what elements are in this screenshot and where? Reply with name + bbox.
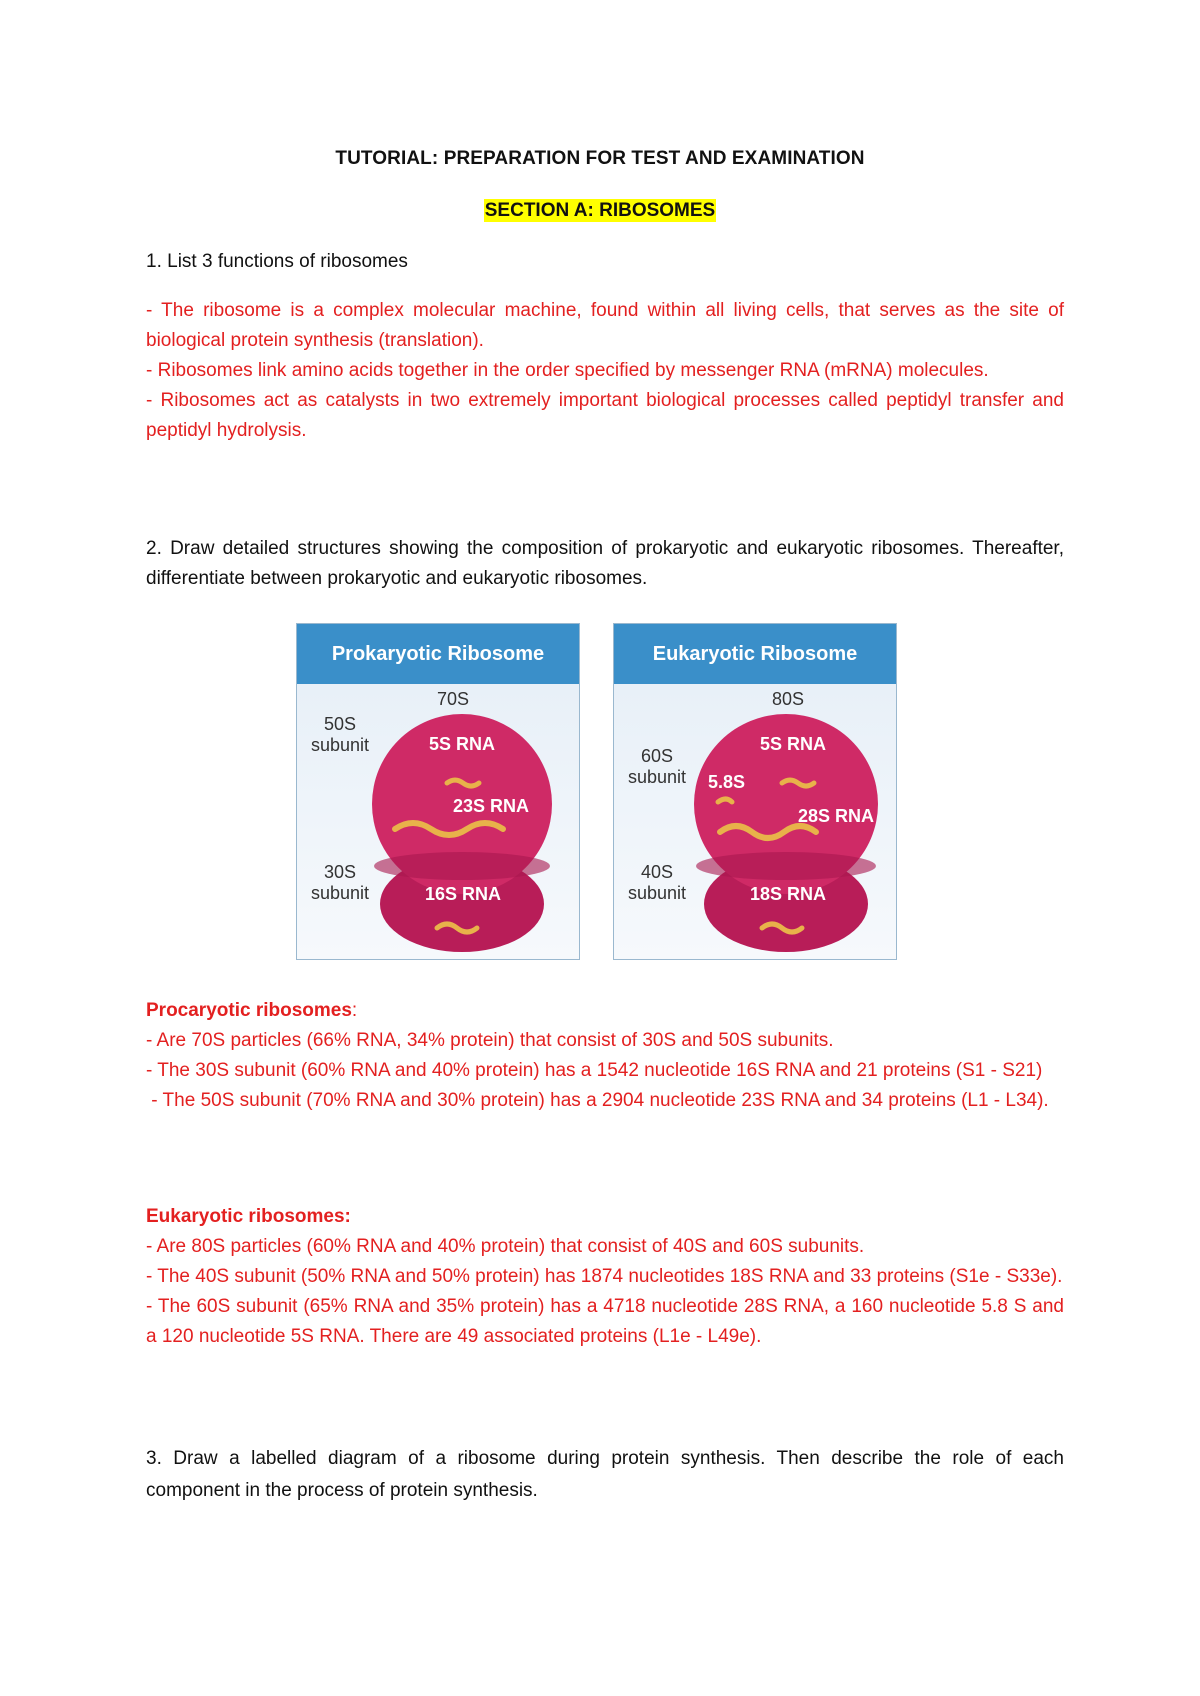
procaryotic-point: - The 50S subunit (70% RNA and 30% protein) has a 2904 nucleotide 23S RNA and 34 proteins (L1 - L34). [146, 1090, 1049, 1111]
rna-label-5-8s: 5.8S [708, 772, 746, 792]
eukaryotic-point: - The 40S subunit (50% RNA and 50% protein) has 1874 nucleotides 18S RNA and 33 proteins (S1e - S33e). [146, 1266, 1063, 1287]
procaryotic-point: - Are 70S particles (66% RNA, 34% protein) that consist of 30S and 50S subunits. [146, 1030, 834, 1051]
small-subunit-label: 30S subunit [310, 862, 370, 903]
prokaryotic-heading: Prokaryotic Ribosome [297, 624, 579, 684]
eukaryotic-panel [613, 623, 897, 960]
rna-label-5s: 5S RNA [760, 734, 827, 754]
procaryotic-heading: Procaryotic ribosomes [146, 1000, 352, 1021]
rna-strand-5-8s [718, 799, 732, 802]
rna-label-5s: 5S RNA [429, 734, 496, 754]
section-highlight: SECTION A: RIBOSOMES [484, 200, 716, 221]
answer-1 [146, 296, 1064, 446]
eukaryotic-heading: Eukaryotic Ribosome [614, 624, 896, 684]
eukaryotic-heading: Eukaryotic ribosomes: [146, 1206, 351, 1227]
rna-label-23s: 23S RNA [453, 796, 530, 816]
question-2: 2. Draw detailed structures showing the composition of prokaryotic and eukaryotic ribosomes. Thereafter, differentiate between prokaryotic and eukaryotic ribosomes. [146, 538, 1064, 589]
eukaryotic-point: - The 60S subunit (65% RNA and 35% protein) has a 4718 nucleotide 28S RNA, a 160 nucleotide 5.8 S and a 120 nucleotide 5S RNA. There are 49 associated proteins (L1e - L49e). [146, 1296, 1064, 1347]
question-3: 3. Draw a labelled diagram of a ribosome during protein synthesis. Then describe the role of each component in the process of protein synthesis. [146, 1448, 1064, 1501]
large-subunit-label: 60S subunit [627, 746, 687, 787]
prokaryotic-body [297, 684, 579, 959]
total-label: 80S [772, 689, 805, 709]
small-subunit-label: 40S subunit [627, 862, 687, 903]
subunit-groove [696, 852, 876, 880]
total-label: 70S [437, 689, 470, 709]
eukaryotic-point: - Are 80S particles (60% RNA and 40% protein) that consist of 40S and 60S subunits. [146, 1236, 865, 1257]
eukaryotic-answer [146, 1202, 1064, 1352]
procaryotic-answer [146, 996, 1064, 1116]
procaryotic-point: - The 30S subunit (60% RNA and 40% protein) has a 1542 nucleotide 16S RNA and 21 proteins (S1 - S21) [146, 1060, 1043, 1081]
answer-1-item: - Ribosomes link amino acids together in the order specified by messenger RNA (mRNA) molecules. [146, 360, 989, 381]
large-subunit-label: 50S subunit [310, 714, 370, 755]
prokaryotic-panel [296, 623, 580, 960]
rna-label-16s: 16S RNA [425, 884, 502, 904]
answer-1-item: - Ribosomes act as catalysts in two extremely important biological processes called peptidyl transfer and peptidyl hydrolysis. [146, 390, 1064, 441]
section-heading [0, 200, 1200, 222]
eukaryotic-body [614, 684, 896, 959]
answer-1-item: - The ribosome is a complex molecular machine, found within all living cells, that serves as the site of biological protein synthesis (translation). [146, 300, 1064, 351]
question-1: 1. List 3 functions of ribosomes [146, 251, 408, 272]
rna-label-28s: 28S RNA [798, 806, 875, 826]
document-title: TUTORIAL: PREPARATION FOR TEST AND EXAMINATION [335, 148, 865, 169]
subunit-groove [374, 852, 550, 880]
procaryotic-colon: : [351, 1000, 358, 1021]
rna-label-18s: 18S RNA [750, 884, 827, 904]
